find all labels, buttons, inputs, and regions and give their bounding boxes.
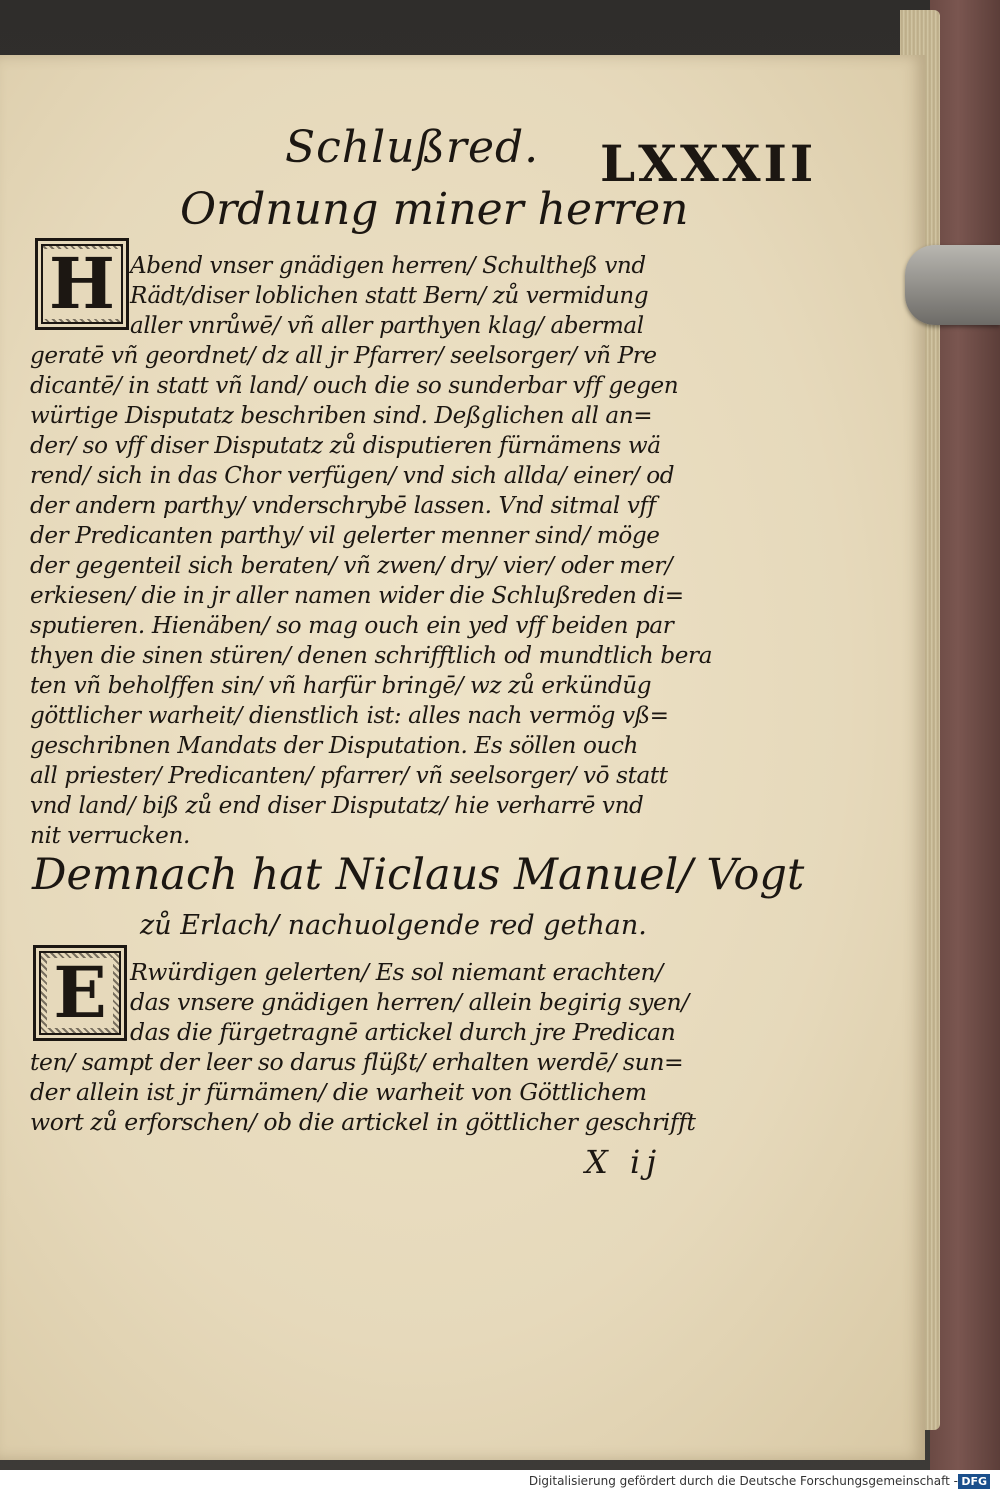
text-line: der allein ist jr fürnämen/ die warheit von Göttlichem [30, 1078, 647, 1106]
text-line: geschribnen Mandats der Disputation. Es söllen ouch [30, 731, 638, 759]
footer-credit: Digitalisierung gefördert durch die Deutsche Forschungsgemeinschaft - [528, 1474, 958, 1488]
section-heading: Ordnung miner herren [180, 184, 689, 235]
text-line: wort zů erforschen/ ob die artickel in göttlicher geschrifft [30, 1108, 696, 1136]
running-head: Schlußred. [285, 122, 540, 173]
text-line: Abend vnser gnädigen herren/ Schultheß vnd [130, 251, 646, 279]
text-line: erkiesen/ die in jr aller namen wider die Schlußreden di= [30, 581, 684, 609]
signature-mark: X ij [585, 1143, 663, 1181]
decorated-initial-e [33, 945, 127, 1041]
text-line: ten vñ beholffen sin/ vñ harfür bringē/ wz zů erkündūg [30, 671, 652, 699]
initial-letter: E [47, 958, 112, 1028]
text-line: der Predicanten parthy/ vil gelerter menner sind/ möge [30, 521, 660, 549]
text-line: das die fürgetragnē artickel durch jre Predican [130, 1018, 676, 1046]
text-line: das vnsere gnädigen herren/ allein begirig syen/ [130, 988, 689, 1016]
book-cover [930, 0, 1000, 1470]
bookmark-clip [905, 245, 1000, 325]
text-line: ten/ sampt der leer so darus flüßt/ erhalten werdē/ sun= [30, 1048, 684, 1076]
text-line: vnd land/ biß zů end diser Disputatz/ hie verharrē vnd [30, 791, 644, 819]
paragraph-ordnung [30, 250, 724, 850]
text-line: dicantē/ in statt vñ land/ ouch die so sunderbar vff gegen [30, 371, 679, 399]
speech-heading: Demnach hat Niclaus Manuel/ Vogt [32, 850, 805, 900]
paragraph-rede [30, 957, 696, 1137]
decorated-initial-h [35, 238, 129, 330]
text-line: geratē vñ geordnet/ dz all jr Pfarrer/ seelsorger/ vñ Pre [30, 341, 657, 369]
text-line: der andern parthy/ vnderschrybē lassen. Vnd sitmal vff [30, 491, 656, 519]
speech-subheading: zů Erlach/ nachuolgende red gethan. [140, 910, 647, 941]
text-line: nit verrucken. [30, 821, 190, 849]
text-line: der/ so vff diser Disputatz zů disputieren fürnämens wä [30, 431, 661, 459]
text-line: rend/ sich in das Chor verfügen/ vnd sich allda/ einer/ od [30, 461, 675, 489]
initial-letter: H [43, 249, 121, 319]
text-line: all priester/ Predicanten/ pfarrer/ vñ seelsorger/ vō statt [30, 761, 668, 789]
text-line: Rwürdigen gelerten/ Es sol niemant erachten/ [130, 958, 663, 986]
text-line: Rädt/diser loblichen statt Bern/ zů vermidung [130, 281, 649, 309]
text-line: aller vnrůwē/ vñ aller parthyen klag/ abermal [130, 311, 644, 339]
text-line: der gegenteil sich beraten/ vñ zwen/ dry/ vier/ oder mer/ [30, 551, 673, 579]
dfg-logo: DFG [958, 1474, 990, 1489]
text-line: sputieren. Hienäben/ so mag ouch ein yed vff beiden par [30, 611, 674, 639]
text-line: göttlicher warheit/ dienstlich ist: alles nach vermög vß= [30, 701, 669, 729]
text-line: thyen die sinen stüren/ denen schrifftlich od mundtlich bera [30, 641, 713, 669]
text-line: würtige Disputatz beschriben sind. Deßglichen all an= [30, 401, 653, 429]
folio-number: LXXXII [600, 134, 817, 193]
